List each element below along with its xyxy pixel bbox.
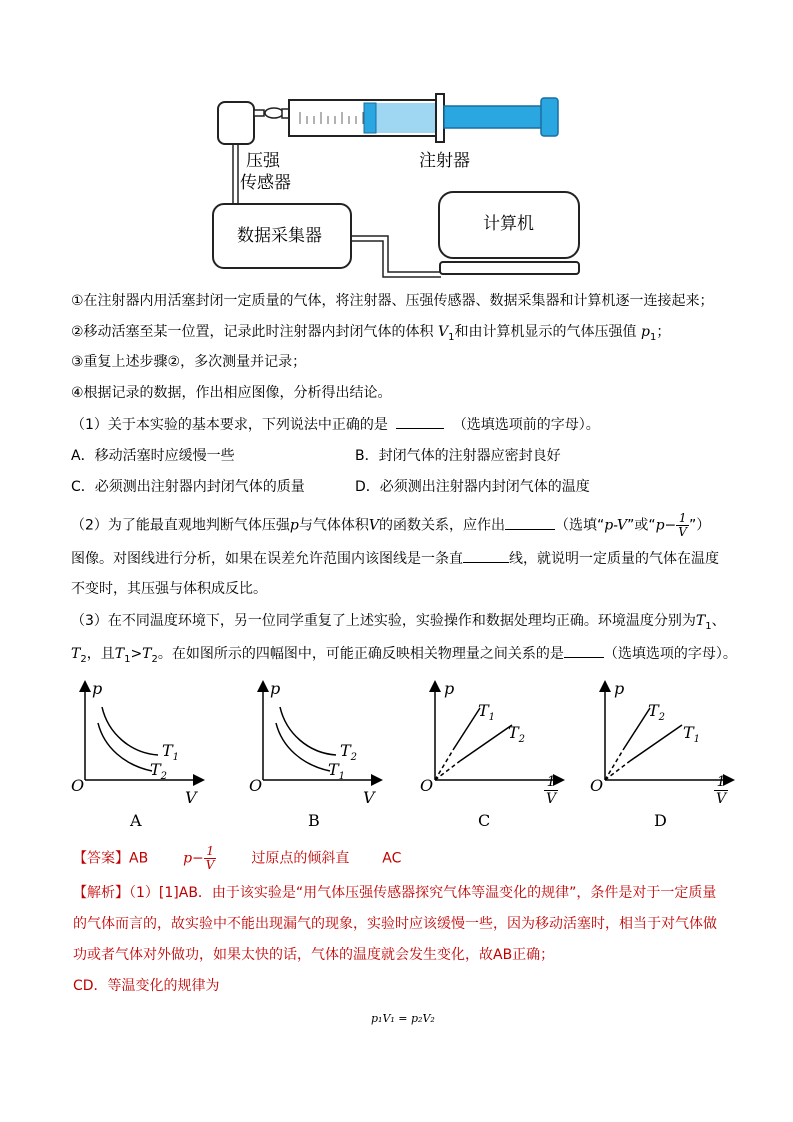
answer-2-p: p− [183, 850, 204, 867]
analysis-formula: p₁V₁ = p₂V₂ [371, 1012, 435, 1025]
computer-base [440, 262, 579, 274]
step-3: ③重复上述步骤②，多次测量并记录； [71, 354, 307, 370]
q2-blank-1[interactable] [505, 515, 555, 530]
q1-option-a[interactable]: A．移动活塞时应缓慢一些 [71, 448, 235, 464]
graph-c-letter: C [478, 811, 491, 830]
graph-d-o-label: O [590, 776, 604, 795]
graph-a-label-t2: $T_2$ [150, 760, 168, 783]
graph-d-p-label: p [614, 679, 625, 698]
graph-d-line-t2 [623, 708, 650, 750]
answer-4: AC [382, 850, 402, 867]
q1-option-b[interactable]: B．封闭气体的注射器应密封良好 [355, 448, 561, 464]
answer-3: 过原点的倾斜直 [251, 850, 350, 867]
graph-b-label-t2: $T_2$ [340, 741, 358, 764]
apparatus-svg [0, 0, 793, 285]
syringe-label: 注射器 [419, 151, 470, 171]
graph-d-line-t1 [630, 725, 682, 761]
q3-line-1: （3）在不同温度环境下，另一位同学重复了上述实验，实验操作和数据处理均正确。环境温度分别为$T_1$、 [71, 613, 726, 632]
graph-a-curve-t2 [98, 723, 152, 771]
graph-b-curve-t1 [276, 723, 330, 771]
graph-d-label-t1: $T_1$ [683, 723, 701, 746]
graph-b-v-label: V [363, 788, 375, 807]
graph-a-o-label: O [71, 776, 85, 795]
graph-d-letter: D [654, 811, 667, 830]
q2-line-1: （2）为了能最直观地判断气体压强p与气体体积V的函数关系，应作出 （选填“p-V”或“p− $\frac{1}{V}$ ”） [71, 511, 711, 539]
sensor-label-2: 传感器 [240, 173, 291, 193]
analysis-line-1: 【解析】（1）[1]AB．由于该实验是“用气体压强传感器探究气体等温变化的规律”，条件是对于一定质量 [73, 885, 717, 901]
graph-c-line-t1 [453, 708, 480, 750]
graph-a-label-t1: $T_1$ [162, 741, 180, 764]
q1-stem: （1）关于本实验的基本要求，下列说法中正确的是 （选填选项前的字母）。 [71, 414, 600, 435]
q3-blank[interactable] [564, 643, 604, 658]
graph-b-label-t1: $T_1$ [328, 760, 346, 783]
answer-tag: 【答案】 [73, 850, 129, 867]
answer-2-frac: $\frac{1}{V}$ [205, 844, 215, 872]
analysis-line-4: CD．等温变化的规律为 [73, 978, 220, 994]
answer-line [73, 845, 401, 872]
q2-fraction: $\frac{1}{V}$ [678, 511, 687, 539]
collector-label: 数据采集器 [237, 226, 322, 246]
graph-c-inv-v-label: $\frac{1}{V}$ [546, 774, 557, 807]
q2-line-2: 图像。对图线进行分析，如果在误差允许范围内该图线是一条直 线，就说明一定质量的气体在温度 [71, 548, 719, 569]
analysis-line-2: 的气体而言的，故实验中不能出现漏气的现象，实验时应该缓慢一些，因为移动活塞时，相当于对气体做 [73, 916, 717, 932]
analysis-tag: 【解析】 [73, 885, 129, 901]
q1-option-c[interactable]: C．必须测出注射器内封闭气体的质量 [71, 479, 305, 495]
graph-a-v-label: V [185, 788, 197, 807]
graph-d-inv-v-label: $\frac{1}{V}$ [716, 774, 727, 807]
graph-c-o-label: O [420, 776, 434, 795]
syringe-plunger [444, 106, 542, 128]
graph-c-label-t2: $T_2$ [508, 723, 526, 746]
step-1: ①在注射器内用活塞封闭一定质量的气体，将注射器、压强传感器、数据采集器和计算机逐一连接起来； [71, 293, 714, 309]
analysis-line-3: 功或者气体对外做功，如果太快的话，气体的温度就会发生变化，故AB正确； [73, 947, 555, 963]
q1-blank[interactable] [396, 414, 444, 429]
graph-c-p-label: p [444, 679, 455, 698]
graph-b-letter: B [308, 811, 320, 830]
graph-c-label-t1: $T_1$ [478, 701, 496, 724]
computer-label: 计算机 [483, 214, 534, 234]
graph-a-p-label: p [92, 679, 103, 698]
q2-line-3: 不变时，其压强与体积成反比。 [71, 581, 267, 597]
step-4: ④根据记录的数据，作出相应图像，分析得出结论。 [71, 385, 392, 401]
answer-1: AB [129, 850, 149, 867]
q1-option-d[interactable]: D．必须测出注射器内封闭气体的温度 [355, 479, 590, 495]
graph-b-p-label: p [270, 679, 281, 698]
graph-a-letter: A [130, 811, 142, 830]
q2-blank-2[interactable] [463, 548, 509, 563]
graph-d-label-t2: $T_2$ [648, 701, 666, 724]
q3-line-2: $T_2$，且$T_1>T_2$。在如图所示的四幅图中，可能正确反映相关物理量之间关系的是 （选填选项的字母）。 [71, 643, 737, 670]
graph-c-line-t2 [460, 725, 512, 761]
sensor-label-1: 压强 [246, 151, 280, 171]
graph-b-o-label: O [249, 776, 263, 795]
step-2: ②移动活塞至某一位置，记录此时注射器内封闭气体的体积 $V_1$和由计算机显示的气体压强值 $p_1$； [71, 324, 671, 343]
pressure-sensor-box [218, 102, 254, 144]
